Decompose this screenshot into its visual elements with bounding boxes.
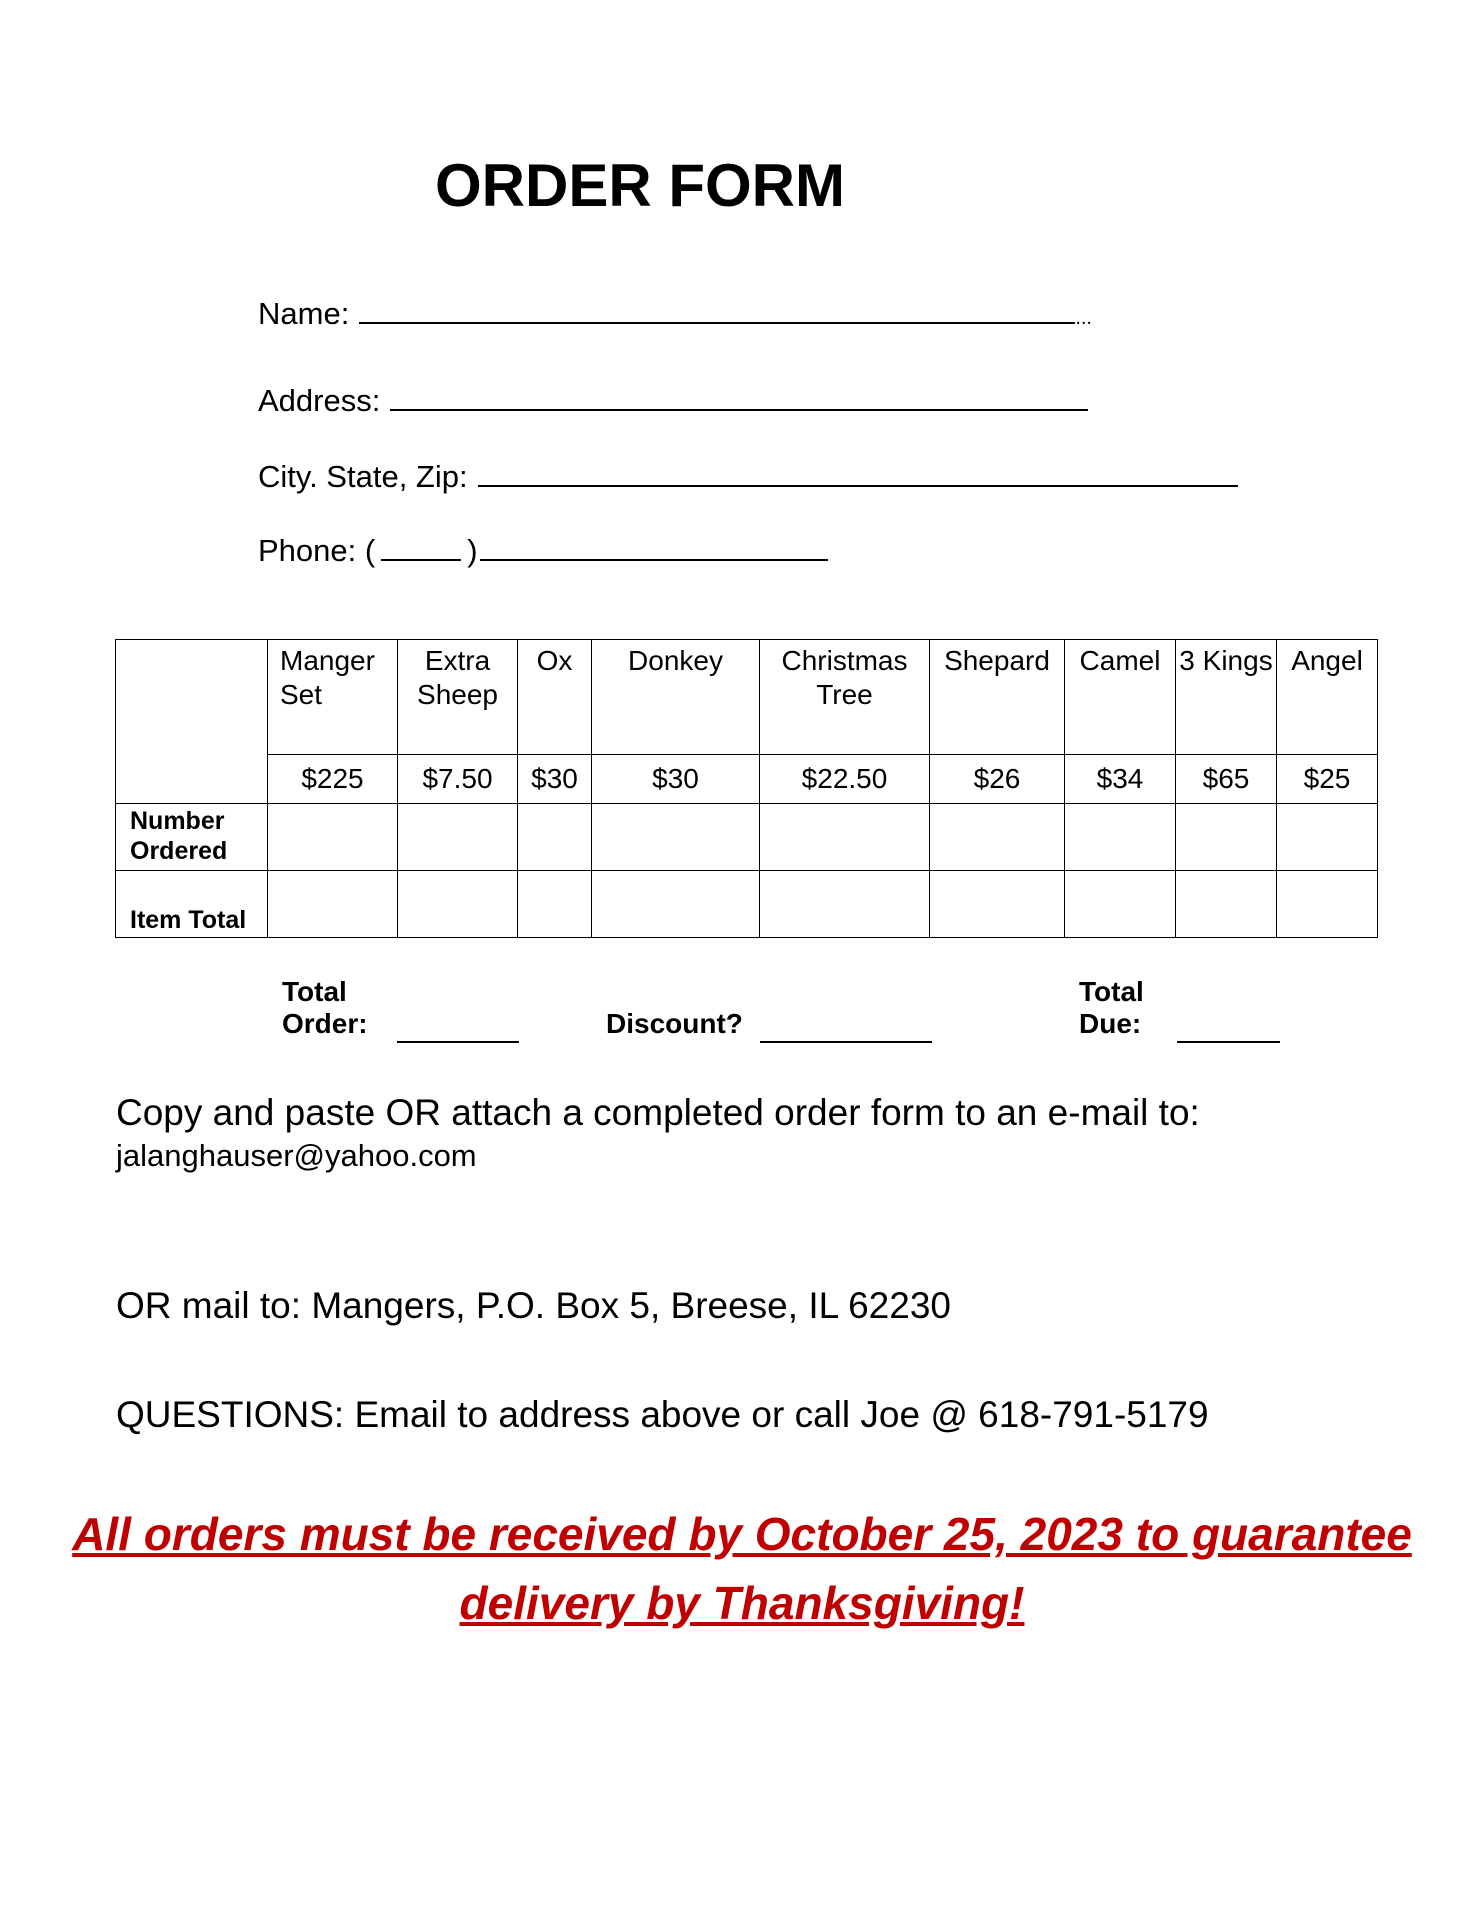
address-blank[interactable] <box>390 383 1088 411</box>
price-christmas-tree: $22.50 <box>760 755 930 804</box>
price-donkey: $30 <box>592 755 760 804</box>
total-due-label: Total Due: <box>1079 976 1144 1039</box>
price-ox: $30 <box>518 755 592 804</box>
page-title: ORDER FORM <box>435 152 845 219</box>
qty-input-donkey[interactable] <box>592 804 760 871</box>
item-name-camel: Camel <box>1065 640 1176 755</box>
total-input-donkey[interactable] <box>592 871 760 938</box>
price-angel: $25 <box>1277 755 1378 804</box>
total-input-shepard[interactable] <box>930 871 1065 938</box>
item-total-label: Item Total <box>116 871 268 938</box>
price-shepard: $26 <box>930 755 1065 804</box>
phone-label: Phone: ( <box>258 533 376 568</box>
total-due-blank[interactable] <box>1177 1041 1280 1043</box>
deadline-notice: All orders must be received by October 25, 2023 to guarantee delivery by Thanksgiving! <box>72 1508 1412 1629</box>
item-name-ox: Ox <box>518 640 592 755</box>
city-state-zip-blank[interactable] <box>478 459 1238 487</box>
qty-input-christmas-tree[interactable] <box>760 804 930 871</box>
number-ordered-row <box>116 804 1378 871</box>
total-input-camel[interactable] <box>1065 871 1176 938</box>
total-input-angel[interactable] <box>1277 871 1378 938</box>
total-input-ox[interactable] <box>518 871 592 938</box>
price-manger-set: $225 <box>268 755 398 804</box>
total-order-label: Total Order: <box>282 976 368 1039</box>
price-camel: $34 <box>1065 755 1176 804</box>
total-input-manger-set[interactable] <box>268 871 398 938</box>
total-input-extra-sheep[interactable] <box>398 871 518 938</box>
copy-paste-instructions: Copy and paste OR attach a completed order form to an e-mail to: <box>116 1092 1200 1133</box>
total-input-christmas-tree[interactable] <box>760 871 930 938</box>
questions-contact: QUESTIONS: Email to address above or call Joe @ 618-791-5179 <box>116 1394 1209 1435</box>
order-email[interactable]: jalanghauser@yahoo.com <box>116 1138 477 1173</box>
qty-input-camel[interactable] <box>1065 804 1176 871</box>
address-field[interactable] <box>258 383 1088 416</box>
item-name-christmas-tree: Christmas Tree <box>760 640 930 755</box>
number-ordered-label: Number Ordered <box>116 804 268 871</box>
price-3-kings: $65 <box>1176 755 1277 804</box>
qty-input-3-kings[interactable] <box>1176 804 1277 871</box>
table-price-row <box>116 755 1378 804</box>
item-name-angel: Angel <box>1277 640 1378 755</box>
qty-input-extra-sheep[interactable] <box>398 804 518 871</box>
discount-blank[interactable] <box>760 1041 932 1043</box>
total-input-3-kings[interactable] <box>1176 871 1277 938</box>
item-name-extra-sheep: Extra Sheep <box>398 640 518 755</box>
table-corner-cell <box>116 755 268 804</box>
phone-close-paren: ) <box>467 533 478 568</box>
price-extra-sheep: $7.50 <box>398 755 518 804</box>
phone-field[interactable] <box>258 533 828 566</box>
name-blank[interactable] <box>359 296 1075 324</box>
phone-area-code-blank[interactable] <box>381 533 461 561</box>
city-state-zip-label: City. State, Zip: <box>258 459 468 494</box>
city-state-zip-field[interactable] <box>258 459 1238 492</box>
table-corner-cell <box>116 640 268 755</box>
qty-input-angel[interactable] <box>1277 804 1378 871</box>
qty-input-ox[interactable] <box>518 804 592 871</box>
order-table <box>115 639 1378 938</box>
discount-label: Discount? <box>606 1008 743 1039</box>
item-name-3-kings: 3 Kings <box>1176 640 1277 755</box>
item-name-shepard: Shepard <box>930 640 1065 755</box>
qty-input-shepard[interactable] <box>930 804 1065 871</box>
name-label: Name: <box>258 296 350 331</box>
name-trailing: ... <box>1075 307 1092 329</box>
item-total-row <box>116 871 1378 938</box>
name-field[interactable] <box>258 296 1092 329</box>
address-label: Address: <box>258 383 381 418</box>
item-name-manger-set: Manger Set <box>268 640 398 755</box>
phone-number-blank[interactable] <box>480 533 828 561</box>
total-order-blank[interactable] <box>397 1041 519 1043</box>
qty-input-manger-set[interactable] <box>268 804 398 871</box>
item-name-donkey: Donkey <box>592 640 760 755</box>
table-header-row <box>116 640 1378 755</box>
mail-to-address: OR mail to: Mangers, P.O. Box 5, Breese, IL 62230 <box>116 1285 951 1326</box>
